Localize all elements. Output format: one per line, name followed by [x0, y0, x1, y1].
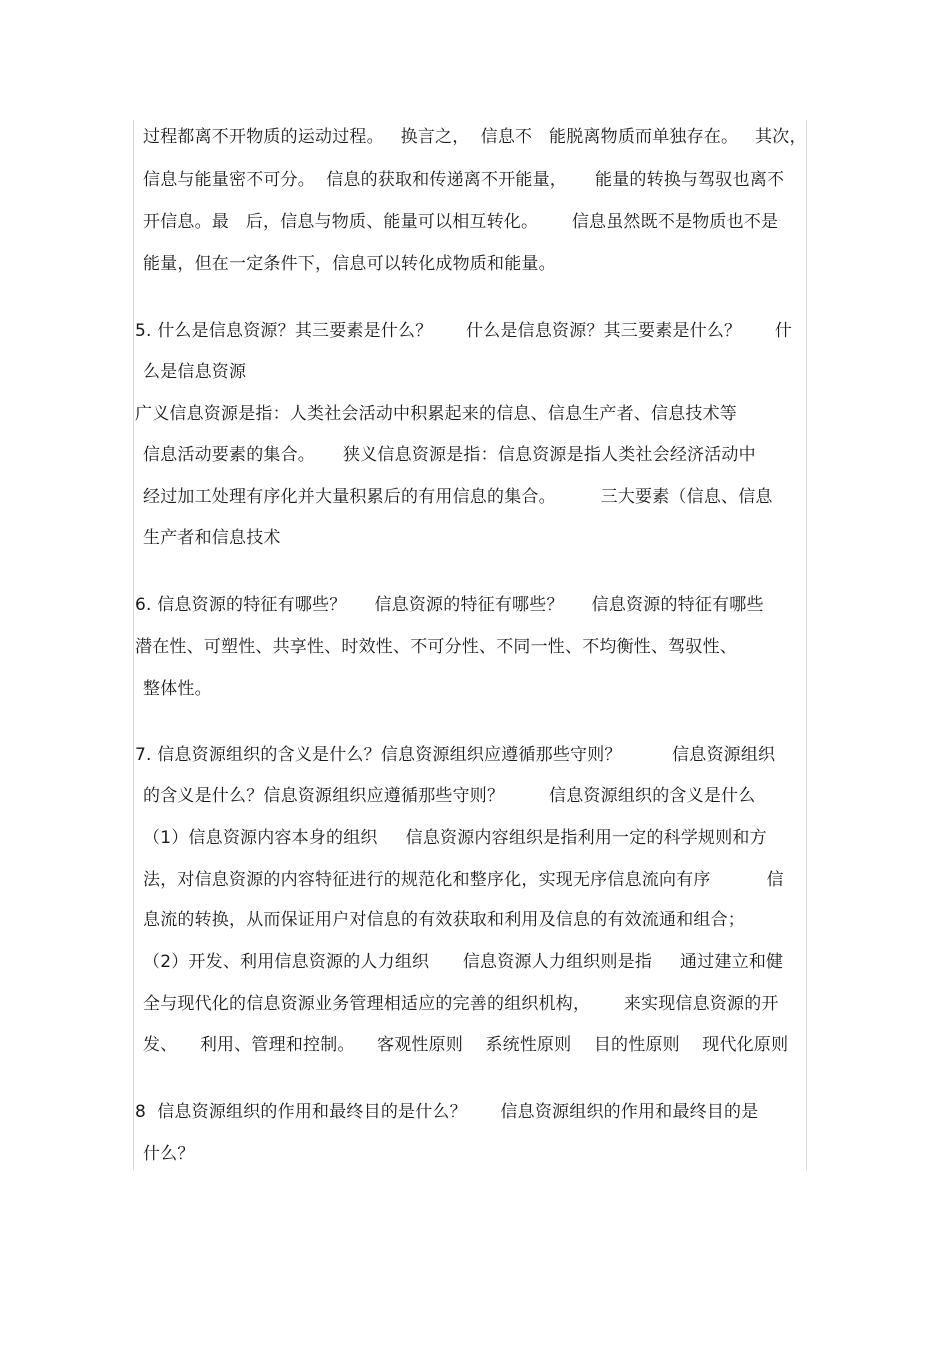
- text-line: 的含义是什么？信息资源组织应遵循那些守则？ 信息资源组织的含义是什么: [143, 786, 756, 806]
- text-line: 信息与能量密不可分。 信息的获取和传递离不开能量， 能量的转换与驾驭也离不: [143, 170, 785, 190]
- text-line: （2）开发、利用信息资源的人力组织 信息资源人力组织则是指 通过建立和健: [143, 952, 784, 972]
- text-line: 法，对信息资源的内容特征进行的规范化和整序化，实现无序信息流向有序 信: [143, 870, 784, 890]
- text-line: 发、 利用、管理和控制。 客观性原则 系统性原则 目的性原则 现代化原则: [143, 1035, 789, 1055]
- text-line: 生产者和信息技术: [143, 528, 281, 548]
- question-heading: 5. 什么是信息资源？其三要素是什么？ 什么是信息资源？其三要素是什么？ 什: [135, 321, 793, 341]
- text-line: 么是信息资源: [143, 362, 247, 382]
- text-line: 开信息。最 后，信息与物质、能量可以相互转化。 信息虽然既不是物质也不是: [143, 212, 779, 232]
- text-line: 整体性。: [143, 679, 212, 699]
- page-frame-left-border: [133, 120, 134, 1170]
- text-line: （1）信息资源内容本身的组织 信息资源内容组织是指利用一定的科学规则和方: [143, 828, 767, 848]
- text-line: 经过加工处理有序化并大量积累后的有用信息的集合。 三大要素（信息、信息: [143, 487, 773, 507]
- text-line: 什么？: [143, 1144, 195, 1164]
- text-line: 广义信息资源是指：人类社会活动中积累起来的信息、信息生产者、信息技术等: [135, 404, 737, 424]
- text-line: 过程都离不开物质的运动过程。 换言之， 信息不 能脱离物质而单独存在。 其次，: [143, 127, 807, 147]
- question-heading: 6. 信息资源的特征有哪些？ 信息资源的特征有哪些？ 信息资源的特征有哪些: [135, 595, 764, 615]
- text-line: 信息活动要素的集合。 狭义信息资源是指：信息资源是指人类社会经济活动中: [143, 445, 756, 465]
- question-heading: 7. 信息资源组织的含义是什么？信息资源组织应遵循那些守则？ 信息资源组织: [135, 745, 776, 765]
- text-line: 全与现代化的信息资源业务管理相适应的完善的组织机构， 来实现信息资源的开: [143, 994, 779, 1014]
- page-frame-right-border: [806, 120, 807, 1170]
- question-heading: 8 信息资源组织的作用和最终目的是什么？ 信息资源组织的作用和最终目的是: [135, 1102, 759, 1122]
- text-line: 能量，但在一定条件下，信息可以转化成物质和能量。: [143, 254, 556, 274]
- text-line: 潜在性、可塑性、共享性、时效性、不可分性、不同一性、不均衡性、驾驭性、: [135, 637, 737, 657]
- text-line: 息流的转换，从而保证用户对信息的有效获取和利用及信息的有效流通和组合；: [143, 910, 745, 930]
